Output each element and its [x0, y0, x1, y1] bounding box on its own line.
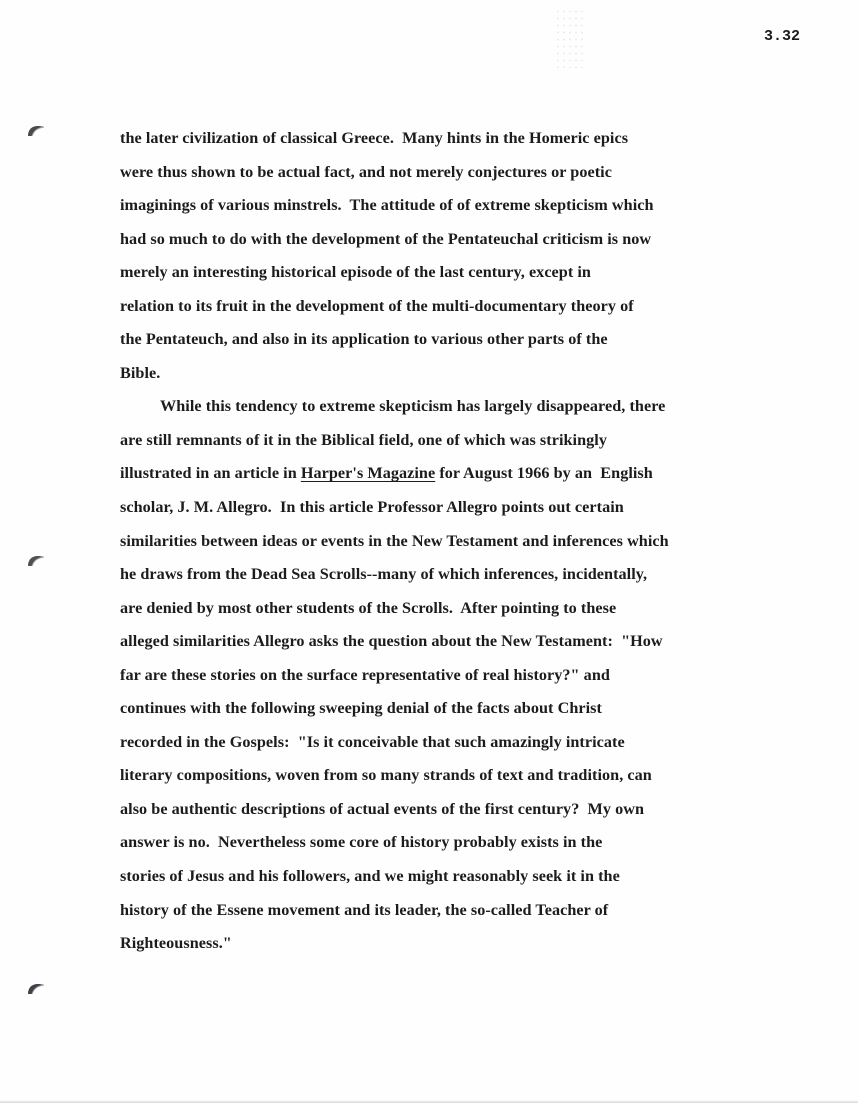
- text-line-with-title: [120, 461, 820, 495]
- text-line: similarities between ideas or events in the New Testament and inferences which: [120, 531, 669, 550]
- text-line: far are these stories on the surface representative of real history?" and: [120, 665, 610, 684]
- paragraph: [120, 394, 820, 964]
- text-line: alleged similarities Allegro asks the question about the New Testament: "How: [120, 632, 663, 651]
- text-line: imaginings of various minstrels. The attitude of of extreme skepticism which: [120, 196, 654, 215]
- text-line: literary compositions, woven from so many strands of text and tradition, can: [120, 766, 652, 785]
- text-span: illustrated in an article in: [120, 464, 301, 483]
- text-line: are still remnants of it in the Biblical field, one of which was strikingly: [120, 430, 607, 449]
- page-number: 3.32: [764, 28, 801, 45]
- binder-hole-icon: [26, 980, 46, 996]
- scan-speckle: [555, 8, 585, 68]
- text-line: stories of Jesus and his followers, and we might reasonably seek it in the: [120, 867, 620, 886]
- paragraph: [120, 126, 820, 394]
- text-line: scholar, J. M. Allegro. In this article Professor Allegro points out certain: [120, 498, 624, 517]
- text-span: for August 1966 by an English: [435, 464, 653, 483]
- text-line: he draws from the Dead Sea Scrolls--many of which inferences, incidentally,: [120, 565, 648, 584]
- text-line: are denied by most other students of the Scrolls. After pointing to these: [120, 598, 617, 617]
- text-line: had so much to do with the development of the Pentateuchal criticism is now: [120, 229, 652, 248]
- text-line: history of the Essene movement and its leader, the so-called Teacher of: [120, 900, 609, 919]
- text-line: recorded in the Gospels: "Is it conceivable that such amazingly intricate: [120, 732, 625, 751]
- text-line: the later civilization of classical Greece. Many hints in the Homeric epics: [120, 129, 629, 147]
- text-line: relation to its fruit in the development of the multi-documentary theory of: [120, 296, 634, 315]
- text-line: the Pentateuch, and also in its application to various other parts of the: [120, 330, 608, 349]
- text-line: Righteousness.": [120, 934, 232, 953]
- binder-hole-icon: [26, 122, 46, 138]
- text-line: continues with the following sweeping denial of the facts about Christ: [120, 699, 602, 718]
- text-line: answer is no. Nevertheless some core of history probably exists in the: [120, 833, 603, 852]
- text-line: also be authentic descriptions of actual events of the first century? My own: [120, 799, 645, 818]
- body-text: [120, 126, 820, 965]
- text-line: merely an interesting historical episode of the last century, except in: [120, 263, 591, 282]
- text-line: While this tendency to extreme skepticism has largely disappeared, there: [160, 397, 666, 416]
- text-line: were thus shown to be actual fact, and not merely conjectures or poetic: [120, 162, 612, 181]
- publication-title: Harper's Magazine: [300, 464, 436, 483]
- text-line: Bible.: [120, 363, 161, 382]
- binder-hole-icon: [26, 552, 46, 568]
